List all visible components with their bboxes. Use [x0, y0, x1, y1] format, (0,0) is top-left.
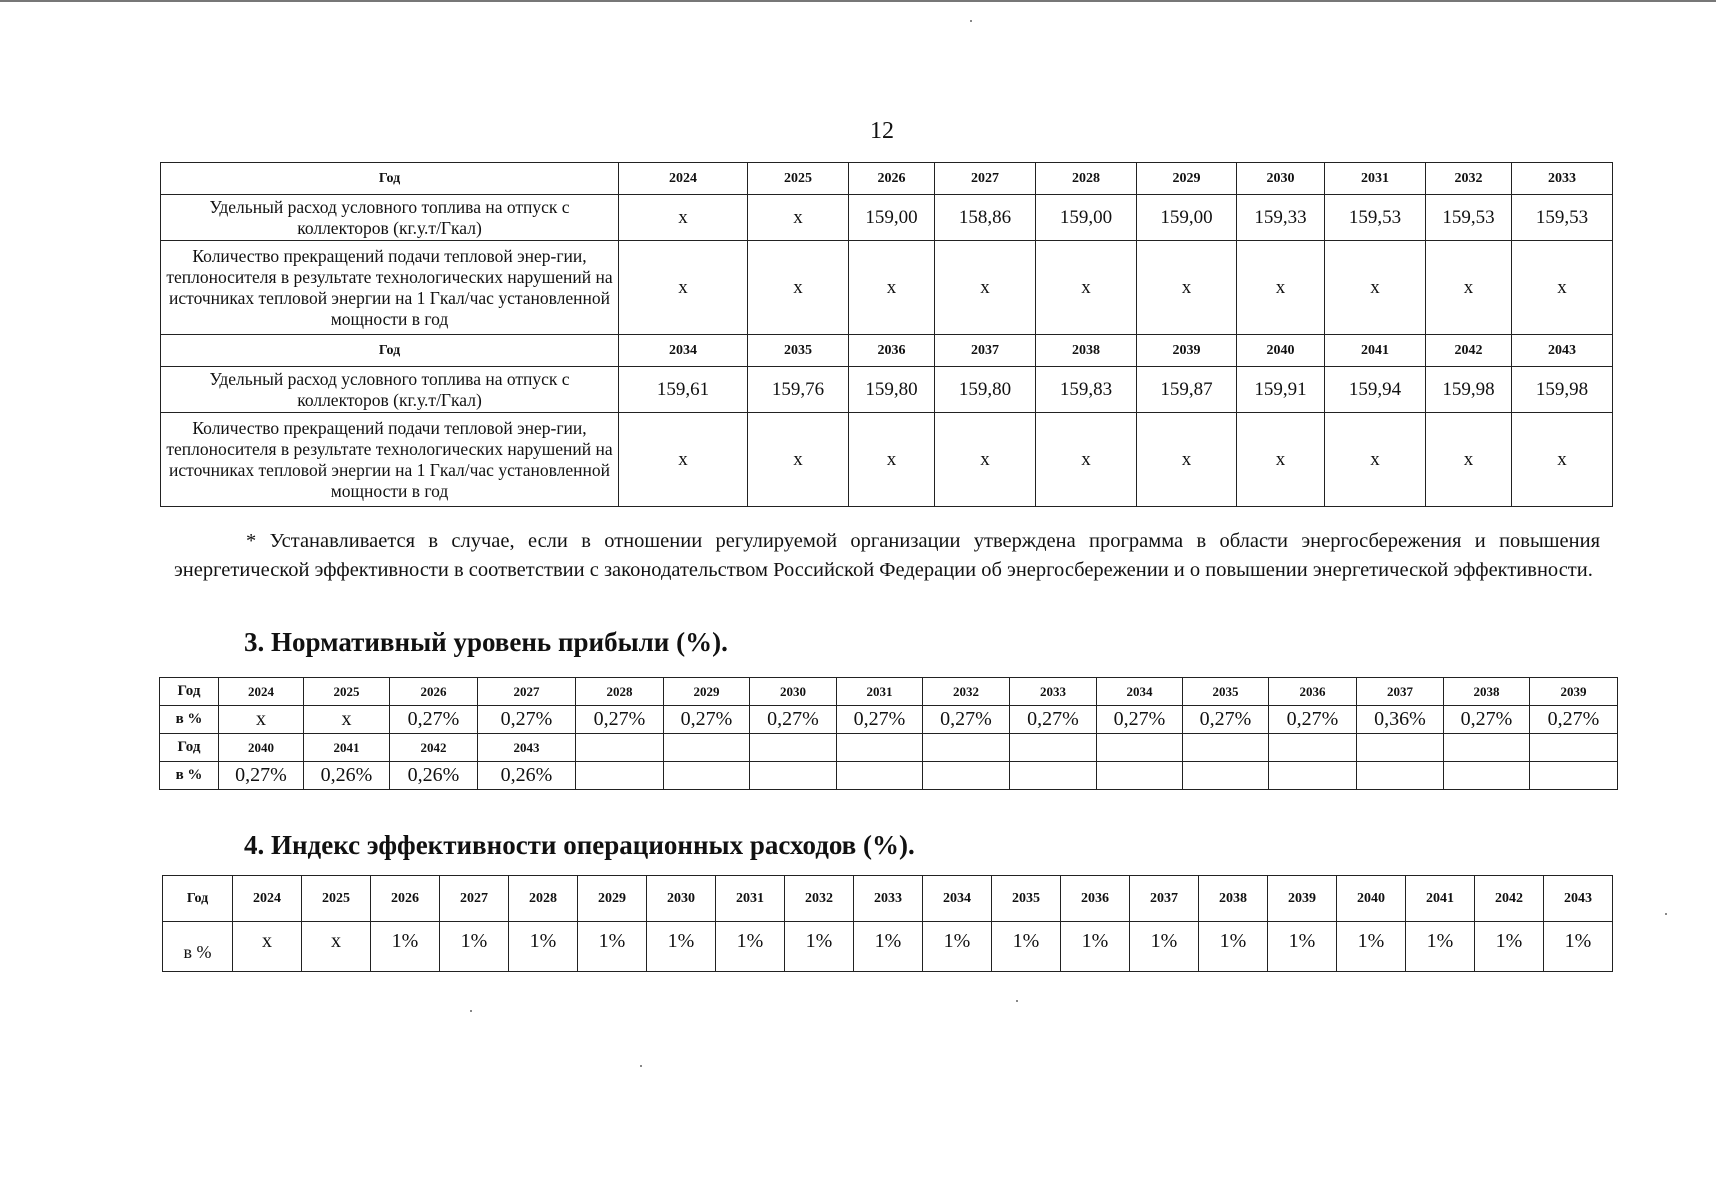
year-header-cell: 2035: [1183, 678, 1269, 706]
empty-cell: [576, 734, 664, 762]
year-header-cell: 2030: [1237, 163, 1325, 195]
year-header-cell: 2036: [849, 335, 935, 367]
year-header-cell: 2031: [1325, 163, 1426, 195]
fuel-consumption-value: 159,00: [1137, 195, 1237, 241]
profit-value-row: [160, 706, 1618, 734]
heat-interruption-value: x: [1426, 413, 1512, 507]
profit-value-cell: 0,26%: [478, 762, 576, 790]
opex-value-cell: 1%: [371, 922, 440, 972]
row-header-god: Год: [160, 734, 219, 762]
year-header-cell: 2034: [1097, 678, 1183, 706]
heat-interruption-value: x: [748, 413, 849, 507]
profit-value-cell: 0,36%: [1357, 706, 1444, 734]
year-header-cell: 2033: [854, 876, 923, 922]
heat-interruption-value: x: [1512, 413, 1613, 507]
empty-cell: [1530, 734, 1618, 762]
empty-cell: [1357, 734, 1444, 762]
fuel-consumption-value: 159,53: [1325, 195, 1426, 241]
year-header-cell: 2032: [785, 876, 854, 922]
fuel-consumption-value: 159,94: [1325, 367, 1426, 413]
year-header-cell: 2037: [935, 335, 1036, 367]
scan-speck: [470, 1010, 472, 1012]
year-header-cell: 2042: [1426, 335, 1512, 367]
heat-interruption-value: x: [1426, 241, 1512, 335]
year-header-cell: 2039: [1530, 678, 1618, 706]
fuel-consumption-value: 159,80: [935, 367, 1036, 413]
profit-value-cell: 0,27%: [1183, 706, 1269, 734]
year-header-cell: 2032: [1426, 163, 1512, 195]
profit-level-table: [159, 677, 1618, 790]
fuel-consumption-label: Удельный расход условного топлива на отпуск с коллекторов (кг.у.т/Гкал): [161, 195, 619, 241]
fuel-consumption-value: 159,00: [1036, 195, 1137, 241]
opex-value-cell: 1%: [1406, 922, 1475, 972]
empty-cell: [1269, 762, 1357, 790]
empty-cell: [1269, 734, 1357, 762]
opex-efficiency-table: [162, 875, 1613, 972]
empty-cell: [1097, 762, 1183, 790]
empty-cell: [1444, 734, 1530, 762]
year-header-cell: 2026: [849, 163, 935, 195]
profit-value-cell: 0,26%: [390, 762, 478, 790]
empty-cell: [1357, 762, 1444, 790]
year-header-cell: 2024: [619, 163, 748, 195]
heat-interruption-label: Количество прекращений подачи тепловой энер-гии, теплоносителя в результате технологических нарушений на источниках тепловой энергии на 1 Гкал/час установленной мощности в год: [161, 241, 619, 335]
opex-value-cell: 1%: [854, 922, 923, 972]
heat-interruption-value: x: [1325, 413, 1426, 507]
heat-interruption-value: x: [935, 413, 1036, 507]
opex-value-cell: 1%: [440, 922, 509, 972]
year-header-cell: 2024: [233, 876, 302, 922]
year-header-cell: 2027: [935, 163, 1036, 195]
empty-cell: [750, 734, 837, 762]
fuel-consumption-value: 159,33: [1237, 195, 1325, 241]
profit-value-cell: 0,27%: [1444, 706, 1530, 734]
year-header-cell: 2043: [478, 734, 576, 762]
heat-interruption-row: [161, 413, 1613, 507]
opex-value-cell: x: [233, 922, 302, 972]
year-header-row: [161, 335, 1613, 367]
opex-value-cell: 1%: [992, 922, 1061, 972]
year-header-cell: 2025: [302, 876, 371, 922]
heat-interruption-value: x: [748, 241, 849, 335]
profit-value-cell: 0,27%: [219, 762, 304, 790]
year-header-cell: 2038: [1199, 876, 1268, 922]
opex-value-cell: 1%: [1061, 922, 1130, 972]
fuel-consumption-value: 159,00: [849, 195, 935, 241]
heat-interruption-value: x: [1036, 413, 1137, 507]
fuel-consumption-value: 159,76: [748, 367, 849, 413]
fuel-consumption-table: [160, 162, 1613, 507]
opex-value-cell: 1%: [1130, 922, 1199, 972]
year-header-cell: 2033: [1010, 678, 1097, 706]
year-header-cell: 2039: [1137, 335, 1237, 367]
year-header-cell: 2038: [1036, 335, 1137, 367]
year-header-cell: 2031: [837, 678, 923, 706]
fuel-consumption-row: [161, 367, 1613, 413]
profit-level-table-body: [160, 678, 1618, 790]
fuel-consumption-value: 159,98: [1426, 367, 1512, 413]
fuel-consumption-value: 159,87: [1137, 367, 1237, 413]
heat-interruption-value: x: [1237, 413, 1325, 507]
empty-cell: [664, 734, 750, 762]
scan-speck: [1016, 1000, 1018, 1002]
heat-interruption-row: [161, 241, 1613, 335]
year-header-cell: 2043: [1512, 335, 1613, 367]
opex-value-cell: 1%: [1475, 922, 1544, 972]
year-header-cell: 2035: [992, 876, 1061, 922]
profit-value-cell: x: [304, 706, 390, 734]
profit-value-cell: 0,27%: [478, 706, 576, 734]
empty-cell: [1010, 762, 1097, 790]
empty-cell: [576, 762, 664, 790]
year-header-cell: 2043: [1544, 876, 1613, 922]
year-header-cell: 2041: [1406, 876, 1475, 922]
year-header-cell: 2036: [1269, 678, 1357, 706]
year-header-cell: 2028: [509, 876, 578, 922]
empty-cell: [1444, 762, 1530, 790]
profit-value-cell: 0,27%: [1097, 706, 1183, 734]
scan-top-edge: [0, 0, 1716, 2]
fuel-consumption-table-body: [161, 163, 1613, 507]
fuel-consumption-value: 158,86: [935, 195, 1036, 241]
scan-speck: [970, 20, 972, 22]
year-header-cell: 2040: [1337, 876, 1406, 922]
row-header-god: Год: [161, 335, 619, 367]
fuel-consumption-value: 159,80: [849, 367, 935, 413]
opex-year-row: [163, 876, 1613, 922]
empty-cell: [1097, 734, 1183, 762]
profit-year-row: [160, 734, 1618, 762]
empty-cell: [664, 762, 750, 790]
heat-interruption-value: x: [1137, 413, 1237, 507]
year-header-cell: 2041: [304, 734, 390, 762]
empty-cell: [923, 762, 1010, 790]
empty-cell: [837, 762, 923, 790]
year-header-cell: 2032: [923, 678, 1010, 706]
opex-value-cell: 1%: [647, 922, 716, 972]
year-header-cell: 2037: [1130, 876, 1199, 922]
empty-cell: [1530, 762, 1618, 790]
profit-value-row: [160, 762, 1618, 790]
footnote: * Устанавливается в случае, если в отношении регулируемой организации утверждена программа в области энергосбережения и повышения энергетической эффективности в соответствии с законодательством Российской Федерации об энергосбережении и о повышении энергетической эффективности.: [174, 530, 1600, 581]
opex-efficiency-table-body: [163, 876, 1613, 972]
fuel-consumption-value: 159,98: [1512, 367, 1613, 413]
row-header-pct: в %: [160, 762, 219, 790]
fuel-consumption-label: Удельный расход условного топлива на отпуск с коллекторов (кг.у.т/Гкал): [161, 367, 619, 413]
profit-value-cell: 0,27%: [837, 706, 923, 734]
opex-value-cell: 1%: [716, 922, 785, 972]
year-header-row: [161, 163, 1613, 195]
year-header-cell: 2034: [619, 335, 748, 367]
year-header-cell: 2026: [371, 876, 440, 922]
heat-interruption-value: x: [1137, 241, 1237, 335]
year-header-cell: 2036: [1061, 876, 1130, 922]
section-3-heading: 3. Нормативный уровень прибыли (%).: [244, 627, 728, 657]
profit-year-row: [160, 678, 1618, 706]
year-header-cell: 2042: [390, 734, 478, 762]
profit-value-cell: 0,27%: [1269, 706, 1357, 734]
year-header-cell: 2031: [716, 876, 785, 922]
row-header-pct: в %: [163, 922, 233, 972]
opex-value-cell: x: [302, 922, 371, 972]
year-header-cell: 2027: [440, 876, 509, 922]
year-header-cell: 2030: [647, 876, 716, 922]
year-header-cell: 2034: [923, 876, 992, 922]
year-header-cell: 2026: [390, 678, 478, 706]
profit-value-cell: 0,27%: [664, 706, 750, 734]
profit-value-cell: 0,27%: [576, 706, 664, 734]
heat-interruption-value: x: [1325, 241, 1426, 335]
fuel-consumption-value: 159,53: [1426, 195, 1512, 241]
year-header-cell: 2035: [748, 335, 849, 367]
empty-cell: [750, 762, 837, 790]
opex-value-cell: 1%: [509, 922, 578, 972]
scan-speck: [640, 1065, 642, 1067]
heat-interruption-value: x: [849, 241, 935, 335]
profit-value-cell: 0,26%: [304, 762, 390, 790]
fuel-consumption-row: [161, 195, 1613, 241]
opex-value-cell: 1%: [1337, 922, 1406, 972]
row-header-god: Год: [163, 876, 233, 922]
heat-interruption-label: Количество прекращений подачи тепловой энер-гии, теплоносителя в результате технологических нарушений на источниках тепловой энергии на 1 Гкал/час установленной мощности в год: [161, 413, 619, 507]
fuel-consumption-value: x: [748, 195, 849, 241]
fuel-consumption-value: 159,53: [1512, 195, 1613, 241]
profit-value-cell: 0,27%: [923, 706, 1010, 734]
year-header-cell: 2040: [219, 734, 304, 762]
row-header-god: Год: [160, 678, 219, 706]
year-header-cell: 2030: [750, 678, 837, 706]
year-header-cell: 2024: [219, 678, 304, 706]
opex-value-cell: 1%: [1199, 922, 1268, 972]
year-header-cell: 2038: [1444, 678, 1530, 706]
heat-interruption-value: x: [619, 413, 748, 507]
year-header-cell: 2041: [1325, 335, 1426, 367]
year-header-cell: 2029: [578, 876, 647, 922]
year-header-cell: 2029: [664, 678, 750, 706]
profit-value-cell: 0,27%: [1530, 706, 1618, 734]
opex-value-row: [163, 922, 1613, 972]
heat-interruption-value: x: [849, 413, 935, 507]
heat-interruption-value: x: [935, 241, 1036, 335]
year-header-cell: 2028: [576, 678, 664, 706]
empty-cell: [923, 734, 1010, 762]
heat-interruption-value: x: [1036, 241, 1137, 335]
opex-value-cell: 1%: [1268, 922, 1337, 972]
empty-cell: [837, 734, 923, 762]
row-header-pct: в %: [160, 706, 219, 734]
year-header-cell: 2039: [1268, 876, 1337, 922]
page-number: 12: [870, 118, 894, 144]
opex-value-cell: 1%: [785, 922, 854, 972]
year-header-cell: 2037: [1357, 678, 1444, 706]
profit-value-cell: 0,27%: [390, 706, 478, 734]
profit-value-cell: 0,27%: [1010, 706, 1097, 734]
fuel-consumption-value: x: [619, 195, 748, 241]
opex-value-cell: 1%: [923, 922, 992, 972]
empty-cell: [1010, 734, 1097, 762]
opex-value-cell: 1%: [1544, 922, 1613, 972]
heat-interruption-value: x: [1512, 241, 1613, 335]
row-header-god: Год: [161, 163, 619, 195]
opex-value-cell: 1%: [578, 922, 647, 972]
year-header-cell: 2029: [1137, 163, 1237, 195]
heat-interruption-value: x: [1237, 241, 1325, 335]
fuel-consumption-value: 159,61: [619, 367, 748, 413]
heat-interruption-value: x: [619, 241, 748, 335]
year-header-cell: 2033: [1512, 163, 1613, 195]
year-header-cell: 2025: [304, 678, 390, 706]
year-header-cell: 2027: [478, 678, 576, 706]
year-header-cell: 2025: [748, 163, 849, 195]
fuel-consumption-value: 159,91: [1237, 367, 1325, 413]
profit-value-cell: 0,27%: [750, 706, 837, 734]
year-header-cell: 2042: [1475, 876, 1544, 922]
section-4-heading: 4. Индекс эффективности операционных расходов (%).: [244, 830, 915, 860]
year-header-cell: 2028: [1036, 163, 1137, 195]
empty-cell: [1183, 734, 1269, 762]
fuel-consumption-value: 159,83: [1036, 367, 1137, 413]
year-header-cell: 2040: [1237, 335, 1325, 367]
profit-value-cell: x: [219, 706, 304, 734]
empty-cell: [1183, 762, 1269, 790]
scan-speck: [1665, 913, 1667, 915]
